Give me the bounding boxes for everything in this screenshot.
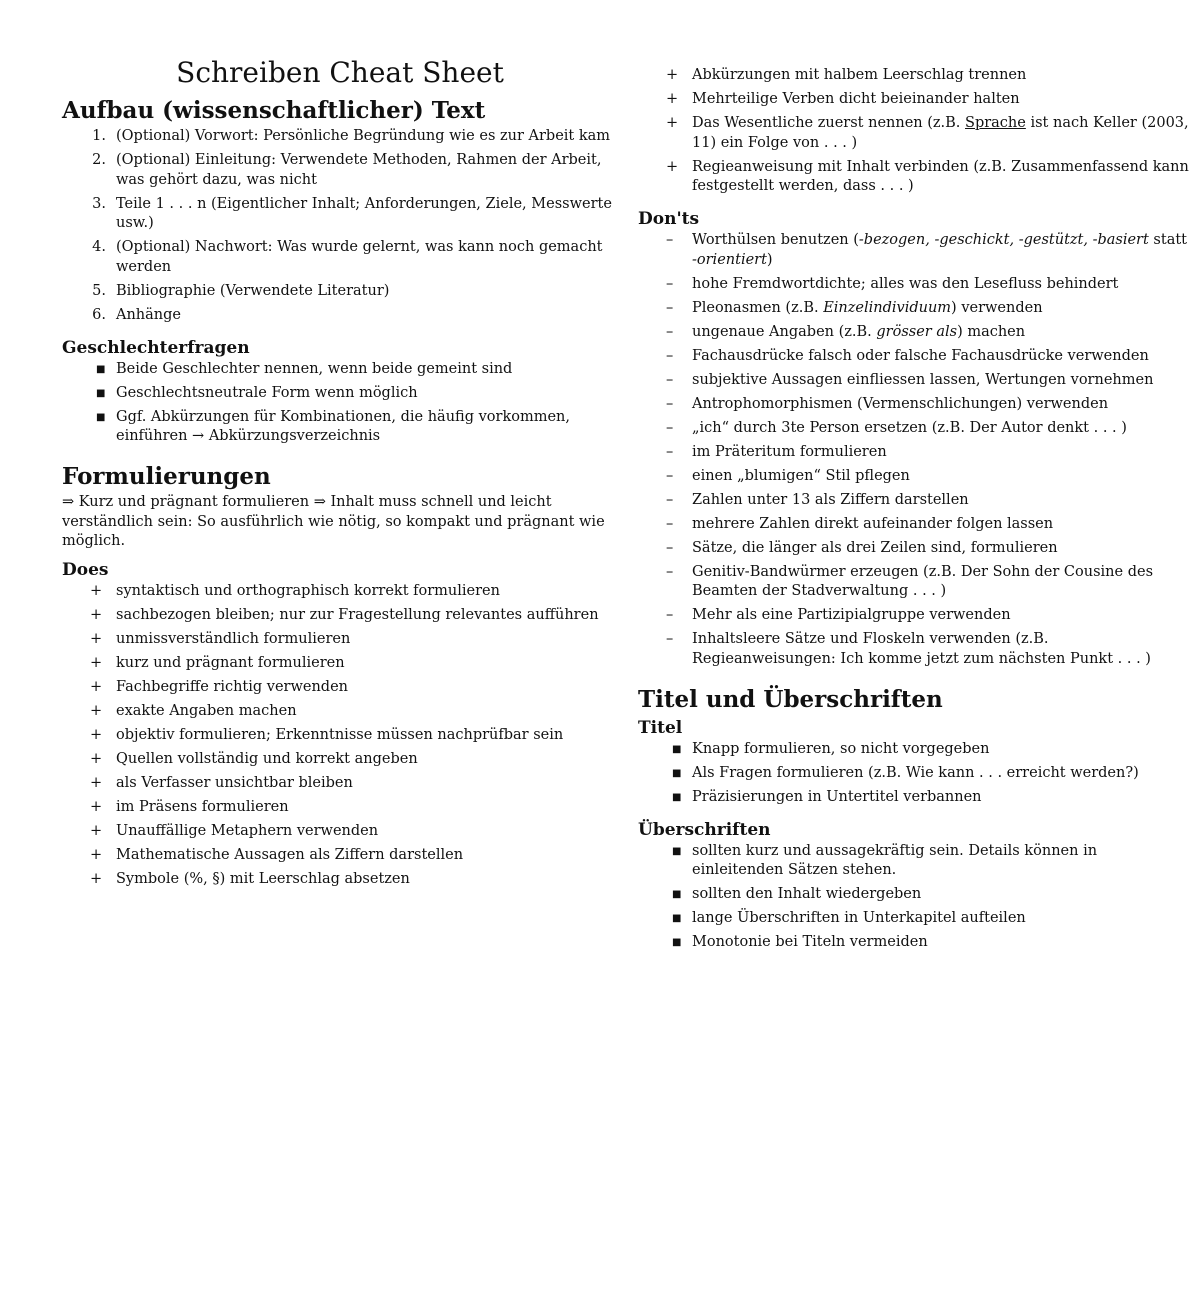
- item-text: Zahlen unter 13 als Ziffern darstellen: [692, 491, 969, 508]
- plus-icon: +: [666, 158, 679, 175]
- item-text: Quellen vollständig und korrekt angeben: [116, 750, 418, 767]
- list-item: [62, 654, 618, 674]
- item-text: sollten kurz und aussagekräftig sein. Details können in einleitenden Sätzen stehen.: [692, 842, 1098, 878]
- item-text-continued: ): [766, 251, 773, 268]
- item-text: Unauffällige Metaphern verwenden: [116, 822, 379, 839]
- bullet-icon: ■: [672, 845, 682, 857]
- list-item: [62, 127, 618, 147]
- item-text: Fachbegriffe richtig verwenden: [116, 678, 349, 695]
- list-item: [62, 726, 618, 746]
- list-item: [638, 842, 1190, 881]
- item-text: exakte Angaben machen: [116, 702, 297, 719]
- item-emphasis: Einzelindividuum: [823, 299, 952, 316]
- list-item: [638, 90, 1190, 110]
- underlined-word: Sprache: [965, 115, 1026, 131]
- minus-icon: –: [666, 563, 674, 580]
- item-text: Ggf. Abkürzungen für Kombinationen, die häufig vorkommen, einführen → Abkürzungsverzeichnis: [116, 408, 571, 444]
- list-item: [638, 515, 1190, 535]
- list-item: [62, 822, 618, 842]
- minus-icon: –: [666, 467, 674, 484]
- list-item: [62, 582, 618, 602]
- minus-icon: –: [666, 443, 674, 460]
- item-number: 1.: [92, 128, 106, 144]
- item-text: Bibliographie (Verwendete Literatur): [116, 282, 390, 299]
- list-item: [638, 371, 1190, 391]
- minus-icon: –: [666, 275, 674, 292]
- bullet-icon: ■: [672, 791, 682, 803]
- formulierungen-intro: ⇒ Kurz und prägnant formulieren ⇒ Inhalt muss schnell und leicht verständlich sein: So ausführlich wie nötig, so kompakt und prägnant wie möglich.: [62, 494, 605, 549]
- list-item: [638, 299, 1190, 319]
- list-item: [62, 238, 618, 277]
- bullet-icon: ■: [96, 387, 106, 399]
- item-text: kurz und prägnant formulieren: [116, 654, 345, 671]
- subsection-heading-geschlecht: Geschlechterfragen: [62, 337, 250, 358]
- subsection-heading-does: Does: [62, 559, 109, 580]
- item-text: Regieanweisung mit Inhalt verbinden (z.B. Zusammenfassend kann festgestellt werden, dass . . . ): [692, 158, 1189, 194]
- geschlecht-list: [62, 360, 618, 447]
- item-text: Inhaltsleere Sätze und Floskeln verwenden (z.B. Regieanweisungen: Ich komme jetzt zum nächsten Punkt . . . ): [692, 631, 1151, 667]
- list-item: [638, 630, 1190, 669]
- plus-icon: +: [90, 582, 103, 599]
- list-item: [638, 788, 1190, 808]
- item-text-continued: ist nach Keller (2003, 11) ein Folge von . . . ): [692, 115, 1189, 151]
- list-item: [62, 702, 618, 722]
- list-item: [638, 563, 1190, 602]
- list-item: [62, 678, 618, 698]
- list-item: [62, 306, 618, 326]
- bullet-icon: ■: [96, 411, 106, 423]
- item-text: (Optional) Vorwort: Persönliche Begründung wie es zur Arbeit kam: [116, 128, 611, 144]
- list-item: [638, 323, 1190, 343]
- item-text: hohe Fremdwortdichte; alles was den Lesefluss behindert: [692, 275, 1119, 292]
- left-column: [62, 0, 618, 894]
- bullet-icon: ■: [672, 913, 682, 924]
- list-item: [62, 151, 618, 190]
- minus-icon: –: [666, 347, 674, 364]
- plus-icon: +: [666, 67, 679, 83]
- aufbau-list: [62, 127, 618, 325]
- item-text: Sätze, die länger als drei Zeilen sind, formulieren: [692, 539, 1058, 556]
- list-item: [62, 870, 618, 890]
- plus-icon: +: [666, 91, 679, 107]
- list-item: [62, 195, 618, 234]
- list-item: [62, 606, 618, 626]
- item-text-continued: ) verwenden: [951, 299, 1043, 316]
- bullet-icon: ■: [672, 889, 682, 900]
- item-emphasis: -orientiert: [692, 251, 767, 268]
- list-item: [638, 740, 1190, 760]
- item-text: Fachausdrücke falsch oder falsche Fachausdrücke verwenden: [692, 347, 1149, 364]
- item-text: Genitiv-Bandwürmer erzeugen (z.B. Der Sohn der Cousine des Beamten der Stadverwaltung . . . ): [692, 563, 1154, 599]
- right-column: [638, 66, 1190, 957]
- donts-list: [638, 231, 1190, 669]
- minus-icon: –: [666, 631, 674, 647]
- minus-icon: –: [666, 299, 674, 316]
- item-text: mehrere Zahlen direkt aufeinander folgen lassen: [692, 515, 1054, 532]
- item-text: Anhänge: [116, 306, 181, 323]
- item-number: 6.: [92, 306, 106, 323]
- plus-icon: +: [90, 750, 103, 767]
- item-text-continued: statt: [1148, 232, 1188, 248]
- list-item: [62, 774, 618, 794]
- item-text: Worthülsen benutzen (: [692, 232, 859, 248]
- item-text: Knapp formulieren, so nicht vorgegeben: [692, 740, 990, 757]
- plus-icon: +: [90, 798, 103, 815]
- list-item: [638, 275, 1190, 295]
- plus-icon: +: [90, 870, 103, 887]
- list-item: [62, 360, 618, 380]
- does-list-continued: [638, 66, 1190, 197]
- item-text: unmissverständlich formulieren: [116, 630, 351, 647]
- item-text: Präzisierungen in Untertitel verbannen: [692, 788, 982, 805]
- minus-icon: –: [666, 419, 674, 436]
- item-text-continued: ) machen: [957, 323, 1026, 340]
- item-text: Abkürzungen mit halbem Leerschlag trennen: [692, 67, 1027, 83]
- plus-icon: +: [90, 726, 103, 743]
- plus-icon: +: [90, 678, 103, 695]
- list-item: [62, 798, 618, 818]
- item-text: sollten den Inhalt wiedergeben: [692, 886, 922, 902]
- item-text: im Präsens formulieren: [116, 798, 289, 815]
- item-text: Mehr als eine Partizipialgruppe verwenden: [692, 607, 1011, 623]
- subsection-heading-ueberschriften: Überschriften: [638, 819, 771, 840]
- item-text: Pleonasmen (z.B.: [692, 299, 824, 316]
- plus-icon: +: [90, 606, 103, 623]
- titel-list: [638, 740, 1190, 808]
- plus-icon: +: [90, 846, 103, 863]
- list-item: [638, 443, 1190, 463]
- list-item: [638, 66, 1190, 86]
- minus-icon: –: [666, 539, 674, 556]
- section-heading-aufbau: Aufbau (wissenschaftlicher) Text: [62, 97, 486, 124]
- list-item: [638, 114, 1190, 153]
- item-text: einen „blumigen“ Stil pflegen: [692, 467, 910, 484]
- item-number: 3.: [92, 195, 106, 212]
- subsection-heading-titel: Titel: [638, 717, 683, 738]
- list-item: [638, 347, 1190, 367]
- bullet-icon: ■: [672, 767, 682, 779]
- section-heading-formulierungen: Formulierungen: [62, 463, 271, 490]
- list-item: [638, 909, 1190, 929]
- list-item: [638, 606, 1190, 626]
- list-item: [62, 282, 618, 302]
- list-item: [638, 231, 1190, 270]
- minus-icon: –: [666, 395, 674, 412]
- plus-icon: +: [90, 774, 103, 791]
- item-number: 2.: [92, 152, 106, 168]
- list-item: [62, 408, 618, 447]
- item-number: 5.: [92, 282, 106, 299]
- item-text: objektiv formulieren; Erkenntnisse müssen nachprüfbar sein: [116, 726, 564, 743]
- item-text: (Optional) Einleitung: Verwendete Methoden, Rahmen der Arbeit, was gehört dazu, was nicht: [116, 152, 602, 188]
- plus-icon: +: [90, 654, 103, 671]
- list-item: [638, 395, 1190, 415]
- item-text: syntaktisch und orthographisch korrekt formulieren: [116, 582, 500, 599]
- list-item: [638, 419, 1190, 439]
- subsection-heading-donts: Don'ts: [638, 209, 700, 229]
- item-text: Geschlechtsneutrale Form wenn möglich: [116, 384, 418, 401]
- plus-icon: +: [90, 822, 103, 839]
- minus-icon: –: [666, 232, 674, 248]
- item-text: Als Fragen formulieren (z.B. Wie kann . . . erreicht werden?): [692, 764, 1139, 781]
- does-list: [62, 582, 618, 890]
- page-title: Schreiben Cheat Sheet: [176, 56, 504, 89]
- item-number: 4.: [92, 239, 106, 255]
- plus-icon: +: [666, 115, 679, 131]
- plus-icon: +: [90, 702, 103, 719]
- list-item: [62, 750, 618, 770]
- list-item: [638, 764, 1190, 784]
- list-item: [638, 467, 1190, 487]
- list-item: [62, 630, 618, 650]
- list-item: [638, 885, 1190, 905]
- list-item: [638, 491, 1190, 511]
- bullet-icon: ■: [672, 937, 682, 948]
- minus-icon: –: [666, 371, 674, 388]
- item-text: ungenaue Angaben (z.B.: [692, 323, 877, 340]
- item-emphasis: -bezogen, -geschickt, -gestützt, -basiert: [858, 232, 1149, 248]
- minus-icon: –: [666, 491, 674, 508]
- bullet-icon: ■: [672, 743, 682, 755]
- minus-icon: –: [666, 515, 674, 532]
- item-text: als Verfasser unsichtbar bleiben: [116, 774, 353, 791]
- list-item: [62, 384, 618, 404]
- list-item: [638, 158, 1190, 197]
- item-text: subjektive Aussagen einfliessen lassen, Wertungen vornehmen: [692, 371, 1154, 388]
- ueberschriften-list: [638, 842, 1190, 953]
- item-emphasis: grösser als: [876, 323, 958, 340]
- item-text: sachbezogen bleiben; nur zur Fragestellung relevantes aufführen: [116, 606, 599, 623]
- item-text: im Präteritum formulieren: [692, 443, 887, 460]
- item-text: (Optional) Nachwort: Was wurde gelernt, was kann noch gemacht werden: [116, 239, 603, 275]
- minus-icon: –: [666, 607, 674, 623]
- item-text: Monotonie bei Titeln vermeiden: [692, 934, 928, 950]
- list-item: [638, 539, 1190, 559]
- item-text: Mehrteilige Verben dicht beieinander halten: [692, 91, 1020, 107]
- plus-icon: +: [90, 630, 103, 647]
- section-heading-titel: Titel und Überschriften: [638, 685, 943, 713]
- item-text: Das Wesentliche zuerst nennen (z.B.: [692, 115, 966, 131]
- item-text: Antrophomorphismen (Vermenschlichungen) verwenden: [692, 395, 1109, 412]
- item-text: „ich“ durch 3te Person ersetzen (z.B. Der Autor denkt . . . ): [692, 419, 1127, 436]
- item-text: Mathematische Aussagen als Ziffern darstellen: [116, 846, 464, 863]
- item-text: Teile 1 . . . n (Eigentlicher Inhalt; Anforderungen, Ziele, Messwerte usw.): [116, 195, 612, 231]
- item-text: Symbole (%, §) mit Leerschlag absetzen: [116, 870, 410, 887]
- minus-icon: –: [666, 323, 674, 340]
- item-text: Beide Geschlechter nennen, wenn beide gemeint sind: [116, 360, 513, 377]
- bullet-icon: ■: [96, 363, 106, 375]
- list-item: [62, 846, 618, 866]
- item-text: lange Überschriften in Unterkapitel aufteilen: [692, 910, 1026, 926]
- list-item: [638, 933, 1190, 953]
